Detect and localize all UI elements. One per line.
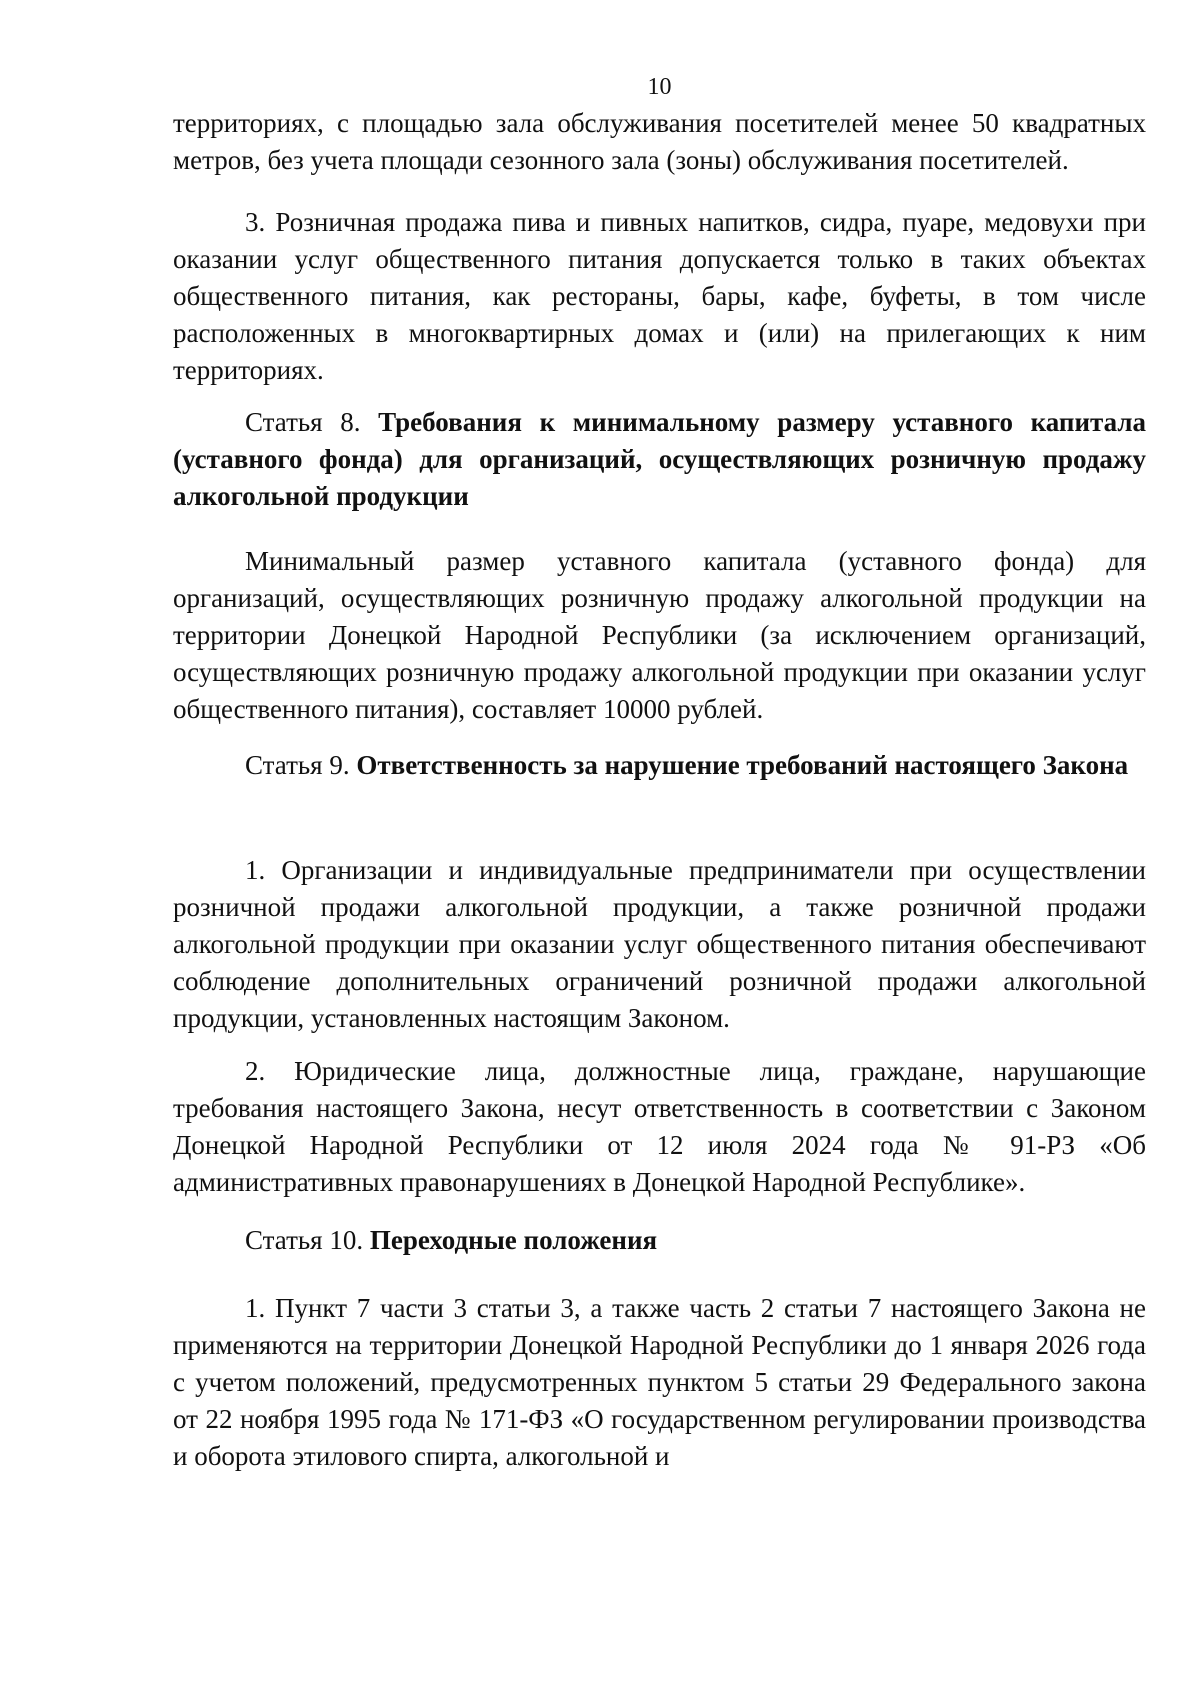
- article-10-label: Статья 10.: [245, 1225, 364, 1255]
- article-8-label: Статья 8.: [245, 407, 361, 437]
- article-8-title: Требования к минимальному размеру уставного капитала (уставного фонда) для организаций, осуществляющих розничную продажу алкогольной продукции: [173, 407, 1146, 511]
- article-10-title: Переходные положения: [369, 1225, 658, 1255]
- paragraph-continuation: территориях, с площадью зала обслуживания посетителей менее 50 квадратных метров, без учета площади сезонного зала (зоны) обслуживания посетителей.: [173, 108, 1146, 175]
- article-8-heading: [173, 404, 1146, 515]
- page-number: 10: [647, 74, 672, 100]
- paragraph-article-9-item-2: 2. Юридические лица, должностные лица, граждане, нарушающие требования настоящего Закона, несут ответственность в соответствии с Законом Донецкой Народной Республики от 12 июля 2024 года № 91-РЗ «Об административных правонарушениях в Донецкой Народной Республике».: [173, 1056, 1146, 1197]
- article-9-title: Ответственность за нарушение требований настоящего Закона: [356, 750, 1129, 780]
- paragraph-article-8: Минимальный размер уставного капитала (уставного фонда) для организаций, осуществляющих розничную продажу алкогольной продукции на территории Донецкой Народной Республики (за исключением организаций, осуществляющих розничную продажу алкогольной продукции при оказании услуг общественного питания), составляет 10000 рублей.: [173, 546, 1146, 724]
- article-9-heading: [173, 747, 1146, 784]
- paragraph-article-9-item-1: 1. Организации и индивидуальные предприниматели при осуществлении розничной продажи алкогольной продукции, а также розничной продажи алкогольной продукции при оказании услуг общественного питания обеспечивают соблюдение дополнительных ограничений розничной продажи алкогольной продукции, установленных настоящим Законом.: [173, 855, 1146, 1033]
- article-10-heading: [173, 1222, 1146, 1259]
- paragraph-item-3: 3. Розничная продажа пива и пивных напитков, сидра, пуаре, медовухи при оказании услуг общественного питания допускается только в таких объектах общественного питания, как рестораны, бары, кафе, буфеты, в том числе расположенных в многоквартирных домах и (или) на прилегающих к ним территориях.: [173, 207, 1146, 385]
- paragraph-article-10-item-1: 1. Пункт 7 части 3 статьи 3, а также часть 2 статьи 7 настоящего Закона не применяются на территории Донецкой Народной Республики до 1 января 2026 года с учетом положений, предусмотренных пунктом 5 статьи 29 Федерального закона от 22 ноября 1995 года № 171-ФЗ «О государственном регулировании производства и оборота этилового спирта, алкогольной и: [173, 1293, 1146, 1471]
- article-9-label: Статья 9.: [245, 750, 350, 780]
